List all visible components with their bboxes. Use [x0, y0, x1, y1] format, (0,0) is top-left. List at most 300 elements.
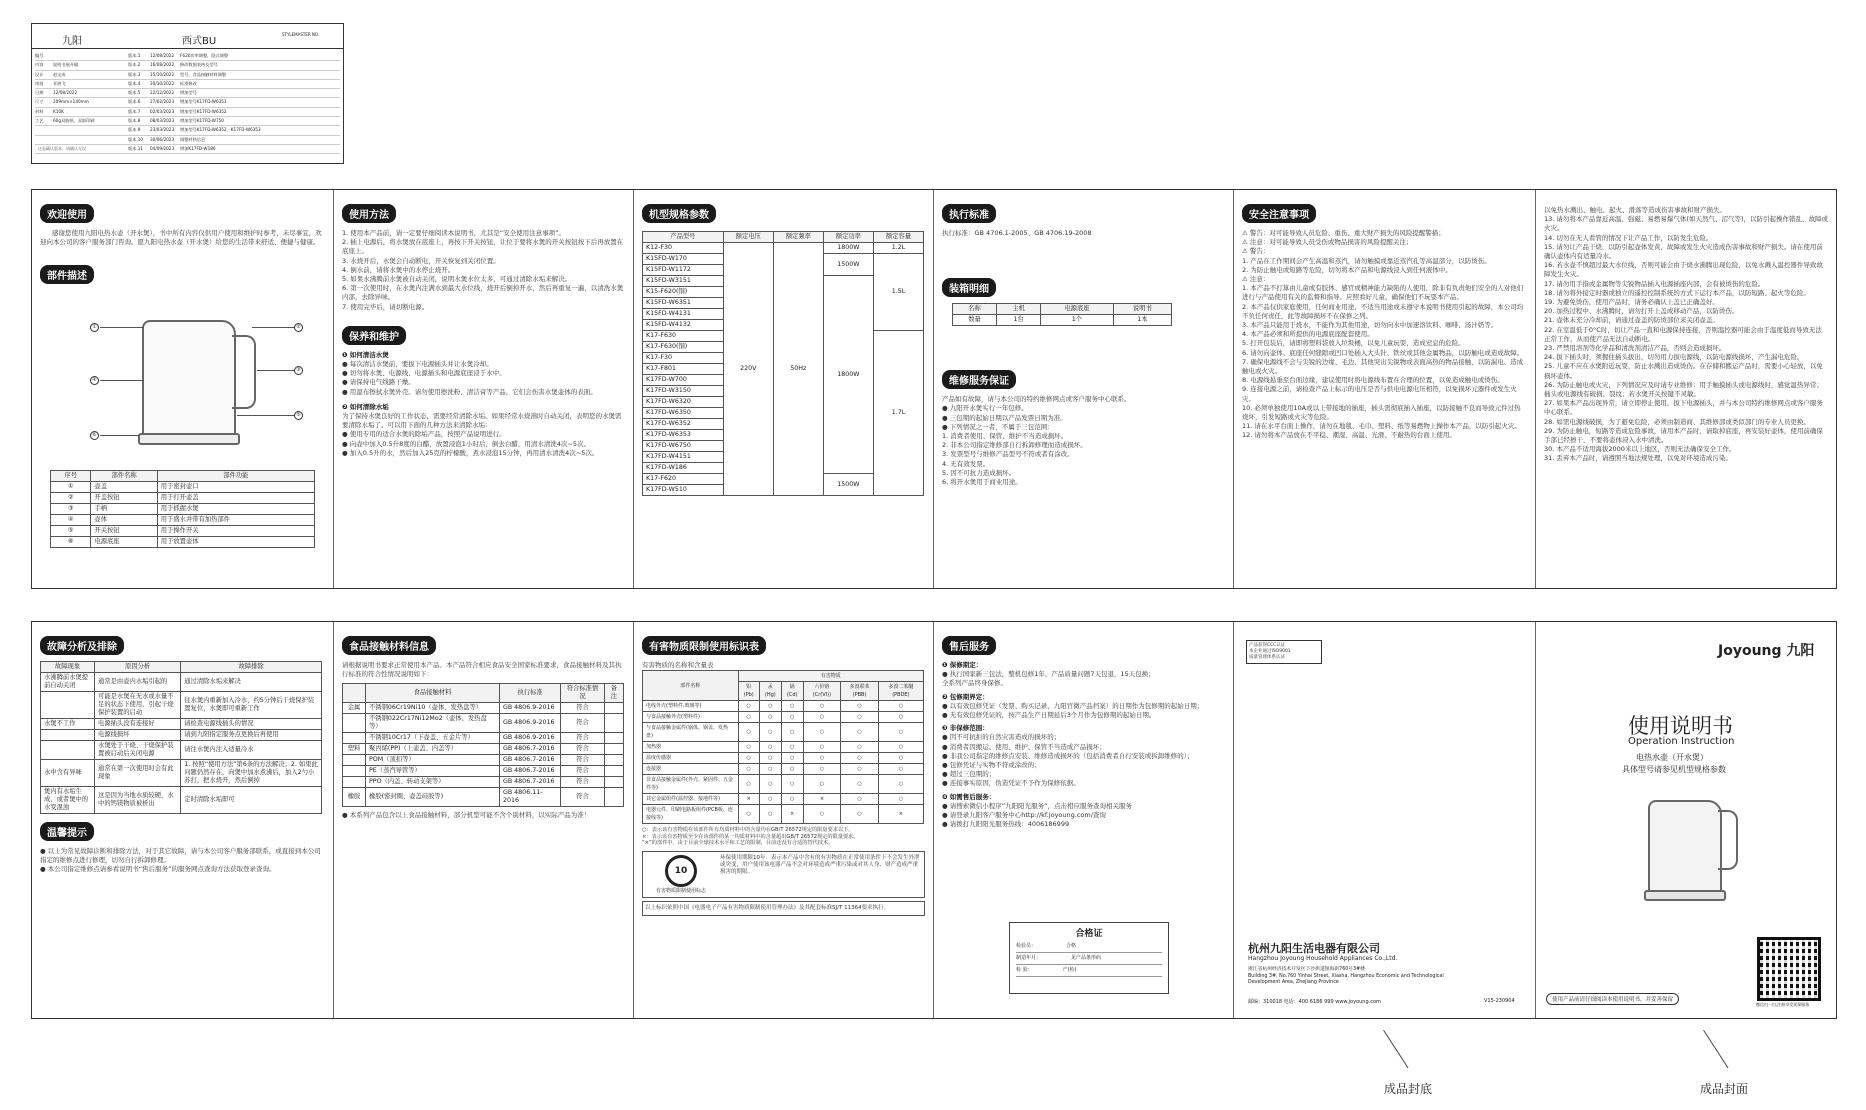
- revision-cell: 版本.2: [128, 62, 141, 68]
- descale-item: ● 加入0.5升的水，然后加入25克的柠檬酸，煮水浸泡15分钟，再用清水清洗4次~5次。: [342, 448, 599, 457]
- parts-cell: 开关按钮: [91, 526, 157, 537]
- after-item: ● 请拨打九阳阳光服务热线：4006186999: [942, 820, 1070, 829]
- hazard-mark: ○: [781, 723, 803, 742]
- spec-model: K17FD-W186: [643, 463, 724, 474]
- revision-cell: [35, 136, 53, 144]
- trouble-cell: 水中含有异味: [41, 760, 95, 787]
- welcome-text: 感谢您使用九阳电热水壶（开水煲），书中所有内容仅供用户使用和维护时参考，未尽事宜，欢迎向本公司的客户服务部门咨询。愿九阳电热水壶（开水煲）给您的生活带来舒适、便捷与健康。: [40, 229, 322, 247]
- hazard-table: 部件名称 有害物质 铅(Pb) 汞(Hg) 镉(Cd) 六价铬(Cr(VI)) 多溴联苯(PBB) 多溴二苯醚(PBDE) 电线外壳(塑料件,玻璃等) ○ ○ ○ ○ ○ ○ 与食品接触外壳(塑料件) ○ ○ ○ ○ ○ ○ 与食品接触金属件(锅体、锅盖、发热盘) ○ ○ ○ ○ ○ ○ 加热器 ○ ○ ○ ○ ○ ○ 温度传感器 ○ ○ ○ ○ ○ ○ 连接器 ○ ○ ○ ○ ○ ○ 非食品接触金属件(外壳、紧固件、五金件等) ○ ○ ○ ○ ○ ○ 其它金属组件(温控器、接地件等) × ○ ○ × ○ ○ 电器元件、印刷电路板组件(PCB板、连接线等) ○ ○ × ○ ○ ×: [642, 670, 924, 824]
- hazard-mark: ○: [759, 701, 781, 712]
- warning-item: ⚠ 警告：对可能导致人员危险、重伤、重大财产损失的风险提醒警描；: [1242, 229, 1445, 237]
- parts-cell: 壶盖: [91, 482, 157, 493]
- after-item: 全系列产品终身保修。: [942, 679, 1007, 688]
- service-item: 6. 将开水煲用于商业用途。: [942, 478, 1022, 487]
- spec-model: K17FD-W6352: [643, 419, 724, 430]
- sheet-specs: [634, 190, 934, 588]
- revision-cell: 版本.6: [128, 99, 141, 105]
- packing-heading: 装箱明细: [942, 278, 996, 297]
- revision-cell: 增加型号K17FD-W6352、K17FD-W6353: [180, 127, 261, 133]
- revision-cell: 12/08/2022: [150, 53, 175, 58]
- trouble-cell: 可能是水煲在无水或水量不足的状态下使用，引起干烧保护装置的启动: [95, 692, 181, 719]
- tips-list: [40, 847, 325, 875]
- hazard-row: [643, 775, 924, 794]
- safety-item: 24. 拔下插头时，须握住插头拔出，切勿用力拔电源线，以防电源线损坏，产生漏电危险。: [1544, 353, 1804, 362]
- hazard-notes: [642, 827, 925, 847]
- contact-subheading: ❹ 如需售后服务：: [942, 792, 996, 801]
- bottom-spread: [31, 621, 1837, 1019]
- revision-row: [35, 89, 340, 98]
- trouble-table: 故障现象 原因分析 故障排除 水沸腾前水煲提前自动关闭 通常是由壶内水垢引起的 通过清除水垢来解决 可能是水煲在无水或水量不足的状态下使用，引起干烧保护装置的启动 往水煲内重新加入冷水，约5分钟后干烧保护装置复位，水煲即可重新工作 水煲不工作 电源插头没有连接好 请检查电源线插头的情况 电源线损坏 请到九阳指定服务点更换后再使用 水煲处于干烧、干烧保护装置被启动后关闭电源 请往水煲内注入适量冷水 水中含有异味 通常在第一次使用时会有此现象 1. 按照“使用方法”第6条的方法解决；2. 如果此问题仍然存在，向煲中加水煮沸后，加入2勺小苏打，把水烧开，然后倒掉 煲内有水垢生成，或者煲中的水变混浊 这是因为当地水质较硬，水中的钙镁物质被析出 定时清除水垢即可: [40, 661, 322, 814]
- usage-heading: 使用方法: [342, 204, 396, 223]
- service-item: 4. 无有效发票。: [942, 459, 990, 468]
- service-item: 3. 发票型号与维修产品型号不符或者有涂改。: [942, 450, 1074, 459]
- safety-item: 6. 请勿向壶体、底座任何缝隙或凹口处插入大头针、铁丝或其他金属物品，以防触电或造成故障。: [1242, 348, 1524, 357]
- revision-cell: 增加K17FD-W186: [180, 145, 216, 151]
- safety-item: 10. 必须单独使用10A或以上带接地的插座，插头需彻底插入插座，以防接触不良而导致元件过热烧坏，引发短路或火灾等危险。: [1242, 403, 1521, 422]
- after-item: ● 无有效包修凭证的，按产品生产日期延后3个月作为包修期的起始日期。: [942, 711, 1156, 720]
- certificate-value: 产(检): [1062, 967, 1077, 973]
- clean-list: [342, 360, 625, 397]
- revision-cell: 增加型号: [180, 90, 197, 96]
- front-cover-pointer: [1703, 1030, 1728, 1068]
- callout-5: ⑤: [294, 411, 303, 420]
- revision-cell: 增加型号K17FD-W6352: [180, 108, 227, 114]
- revision-row: [35, 136, 340, 145]
- revision-cell: 30/06/2023: [150, 136, 175, 142]
- parts-cell: ⑤: [51, 526, 91, 537]
- company-name-en: Hangzhou Joyoung Household Appliances Co.,Ltd.: [1248, 955, 1398, 962]
- food-cell: PE（蒸汽导管等）: [366, 766, 500, 777]
- food-row: [343, 733, 624, 744]
- parts-cell: 用于盛水并带有加热部件: [157, 515, 314, 526]
- after-item: ● 非我公司指定的维修点安装、维修造成损坏的（包括消费者自行安装或拆卸维修的）；: [942, 751, 1194, 760]
- food-cell: 符合: [561, 755, 604, 766]
- kettle-body-shape: [142, 320, 236, 439]
- tip-item: ● 以上为常见故障诊断和排除方法，对于其它故障，请与本公司客户服务部联系，或直接到本公司指定的维修点进行修理，切勿自行拆卸修理。: [40, 847, 321, 865]
- revision-cell: 调整材料信息: [180, 136, 206, 142]
- epup-text: 环保使用期限10年：表示本产品中含有的有害物质在正常使用条件下不会发生外泄或突变，用户使用该电器产品不会对环境造成严重污染或对其人身、财产造成严重损害的期限。: [720, 854, 920, 875]
- sheet-welcome: [32, 190, 334, 588]
- revision-cell: 标准修改: [180, 80, 197, 86]
- card-brand: 九阳: [62, 36, 82, 47]
- revision-cell: 16/08/2022: [150, 62, 175, 68]
- parts-cell: 用于操作开关: [157, 526, 314, 537]
- safety-item: 9. 连接电源之前，请检查产品上标示的电压是否与供电电源电压相符，以免损坏元器件或发生火灾。: [1242, 385, 1517, 403]
- parts-cell: 用于密封壶口: [157, 482, 314, 493]
- trouble-row: [41, 719, 322, 730]
- service-item: 5. 因不可抗力造成损坏。: [942, 468, 1016, 477]
- specs-heading: 机型规格参数: [642, 204, 716, 223]
- certificate-label: 检验员：: [1016, 943, 1037, 949]
- food-cell: GB 4806.7-2016: [499, 755, 560, 766]
- packing-table: 名称 主机 电源底座 说明书 数量 1台 1个 1本: [952, 303, 1172, 326]
- hazard-footer: 以上标识依照中国《电器电子产品有害物质限制使用管理办法》及其配套标准SJ/T 11364要求执行。: [642, 901, 925, 916]
- revision-cell: 27/02/2023: [150, 99, 175, 105]
- parts-cell: ④: [51, 515, 91, 526]
- safety-item: 5. 打开包装后，请即将塑料袋放入垃圾桶，以免儿童玩耍，造成窒息的危险。: [1242, 339, 1465, 348]
- revision-card: [31, 23, 344, 164]
- hazard-mark: ○: [781, 775, 803, 794]
- cover-kettle-handle: [1718, 810, 1738, 870]
- safety-item: 8. 电源线悬垂至台面边缘，建议使用时将电源线布置在合理的位置，以免造成触电或烫伤。: [1242, 376, 1504, 385]
- food-cell: 塑料: [343, 744, 366, 755]
- clean-item: ● 每次清洁水煲前，要拔下电源插头并让水煲冷却。: [342, 360, 493, 369]
- certificate-rows: [1010, 939, 1168, 979]
- company-contact: 邮编：310018 电话：400 6186 999 www.joyoung.com: [1248, 999, 1381, 1005]
- usage-step: 5. 如果水沸腾前水煲被自动关闭，说明水煲水位太多，可通过清除水垢来解决。: [342, 275, 572, 284]
- certificate-value: 合格: [1066, 943, 1077, 949]
- warning-item: ⚠ 警告：: [1242, 247, 1270, 256]
- clean-item: ● 请保持电气线路干燥。: [342, 378, 415, 387]
- revision-cell: 材料: [35, 108, 44, 114]
- revision-cell: 增加型号K17FD-W750: [180, 118, 224, 124]
- safety-item: ⚠ 注意：: [1242, 275, 1270, 284]
- revision-cell: 12/08/2022: [53, 90, 78, 96]
- hazard-row: [643, 794, 924, 805]
- hazard-part: 与食品接触外壳(塑料件): [643, 712, 739, 723]
- hazard-mark: ○: [759, 764, 781, 775]
- spec-voltage: 220V: [723, 243, 773, 496]
- parts-row: [51, 504, 315, 515]
- hazard-mark: ○: [759, 723, 781, 742]
- revision-cell: 60g双胶纸，双面印刷: [53, 118, 95, 124]
- safety-item: 29. 为防止触电，短路等造成危险事故，请用本产品时，请取掉底座，再安装好壶体，使用前确保手部已经擦干，不要将壶体浸入水中清洗。: [1544, 426, 1823, 445]
- hazard-subtitle: 有害物质的名称和含量表: [642, 661, 714, 669]
- after-item: ● 请登录九阳客户服务中心http://kf.joyoung.com/查询: [942, 811, 1106, 820]
- period-subheading: ❷ 包修期界定：: [942, 692, 989, 701]
- hazard-mark: ○: [878, 764, 923, 775]
- food-remark: [604, 766, 623, 777]
- hazard-mark: ×: [878, 805, 923, 824]
- revision-cell: 版本.9: [128, 127, 141, 133]
- standard-heading: 执行标准: [942, 204, 996, 223]
- food-cell: PPO（内盖、转动支架等）: [366, 777, 500, 788]
- revision-cell: 04/09/2023: [150, 145, 175, 151]
- hazard-part: 电线外壳(塑料件,玻璃等): [643, 701, 739, 712]
- hazard-header: 六价铬(Cr(VI)): [803, 682, 841, 701]
- food-row: [343, 766, 624, 777]
- trouble-row: [41, 787, 322, 814]
- hazard-header: 铅(Pb): [738, 682, 759, 701]
- hazard-mark: ○: [841, 723, 878, 742]
- hazard-mark: ○: [738, 742, 759, 753]
- revision-cell: 20/10/2022: [150, 80, 175, 86]
- spec-capacity: 1.5L: [873, 254, 923, 331]
- hazard-mark: ○: [841, 753, 878, 764]
- descale-item: 为了保持水煲良好的工作状态，需要经常清除水垢。如果经常水烧沸时自动关闭，表明您的水煲需要清除水垢了。可以用下面的几种方法来清除水垢：: [342, 412, 622, 430]
- food-note: ● 本系列产品包含以上食品接触材料，部分机型可能不含个别材料，以实际产品为准！: [342, 811, 591, 820]
- descale-subheading: ❷ 如何清除水垢: [342, 402, 389, 411]
- hazard-mark: ○: [841, 712, 878, 723]
- revision-row: [35, 61, 340, 70]
- food-cell: GB 4806.9-2016: [499, 714, 560, 733]
- hazard-note: ○：表示该有害物质在该部件所有均质材料中的含量均在GB/T 26572规定的限量要求以下。: [642, 827, 854, 834]
- hazard-mark: ○: [841, 794, 878, 805]
- safety-item: 14. 切勿在无人看管的情况下让产品工作，以防发生危险。: [1544, 233, 1713, 242]
- revision-cell: 说明书展开稿: [53, 62, 79, 68]
- hazard-part: 电器元件、印刷电路板组件(PCB板、连接线等): [643, 805, 739, 824]
- parts-cell: ⑥: [51, 537, 91, 548]
- revision-row: [35, 71, 340, 80]
- hazard-mark: ○: [738, 764, 759, 775]
- spec-power: 1500W: [823, 474, 873, 496]
- hazard-row: [643, 723, 924, 742]
- hazard-header: 镉(Cd): [781, 682, 803, 701]
- spec-power: 1500W: [823, 254, 873, 276]
- revision-cell: 日期: [35, 90, 44, 96]
- hazard-mark: ○: [803, 742, 841, 753]
- hazard-mark: ○: [803, 723, 841, 742]
- back-cover-pointer: [1383, 1030, 1408, 1068]
- safety-item: 7. 确保电源线不会与尖锐的边缘、毛边、其他突出尖锐物或表面高热的物品接触，以防漏电、造成触电或火灾。: [1242, 357, 1524, 376]
- parts-cell: 用于抓握水煲: [157, 504, 314, 515]
- food-remark: [604, 714, 623, 733]
- trouble-cell: [41, 692, 95, 719]
- revision-cell: 尺寸: [35, 99, 44, 105]
- exclusions-subheading: ❸ 非保修范围：: [942, 724, 989, 733]
- trouble-cell: 电源插头没有连接好: [95, 719, 181, 730]
- revision-cell: 型号、食品接触材料调整: [180, 71, 227, 77]
- safety-item: 27. 如果本产品出现异常，请立即停止使用，拔下电源插头，并与本公司特约维修网点或客户服务中心联系。: [1544, 399, 1823, 417]
- hazard-row: [643, 805, 924, 824]
- callout-2: ②: [294, 323, 303, 332]
- certificate-box: [1009, 922, 1169, 994]
- hazard-mark: ○: [803, 775, 841, 794]
- food-heading: 食品接触材料信息: [342, 636, 436, 655]
- hazard-mark: ○: [738, 712, 759, 723]
- safety-item: 18. 请勿将外接定时器或独立的遥控控制系统的方式下运行本产品，以防短路、起火等危险。: [1544, 288, 1810, 297]
- hazard-mark: ○: [738, 701, 759, 712]
- food-cell: [343, 733, 366, 744]
- sheet-hazardous-substances: [634, 622, 934, 1018]
- after-item: ● 因不可抗拒的自然灾害造成的损坏的；: [942, 733, 1061, 742]
- hazard-mark: ○: [738, 775, 759, 794]
- food-cell: GB 4806.11-2016: [499, 788, 560, 807]
- hazard-part: 非食品接触金属件(外壳、紧固件、五金件等): [643, 775, 739, 794]
- food-remark: [604, 788, 623, 807]
- descale-item: ● 向壶中加入0.5升8度的白醋，放置浸泡1小时后，倒去白醋，用清水清洗4次~5次。: [342, 439, 591, 448]
- company-address-en: Building 3#, No.760 Yinhai Street, Xiasha, Hangzhou Economic and Technological Development Area, Zhejiang Province: [1248, 974, 1444, 985]
- service-heading: 维修服务保证: [942, 370, 1016, 389]
- hazard-mark: ○: [803, 764, 841, 775]
- revision-row: [35, 117, 340, 126]
- spec-power: 1800W: [823, 276, 873, 474]
- revision-cell: K10K: [53, 108, 64, 114]
- usage-step: 3. 水烧开后，水煲会自动断电，开关恢复到关闭位置。: [342, 256, 500, 265]
- certificate-label: 制造年月：: [1016, 955, 1042, 961]
- tip-item: ● 本公司指定维修点请参看说明书“售后服务”的服务网点查询方法获取登录查询。: [40, 865, 276, 874]
- usage-step: 6. 第一次使用时，在水煲内注满水到最大水位线，烧开后倒掉开水，然后再重复一遍，以清洗水煲内部，去除异味。: [342, 284, 624, 302]
- safety-continued-list: [1544, 206, 1828, 464]
- hazard-mark: ○: [738, 805, 759, 824]
- hazard-mark: ○: [781, 794, 803, 805]
- spec-model: K15FD-W4132: [643, 320, 724, 331]
- trouble-cell: 水煲不工作: [41, 719, 95, 730]
- revision-cell: 修改数据表格及型号: [180, 62, 218, 68]
- food-cell: 橡胶: [343, 788, 366, 807]
- usage-step: 2. 插上电源后，将水煲放在底座上，再按下开关按钮，让位于要将水煲的开关按钮按下后再放置在底座上。: [342, 238, 624, 256]
- welcome-heading: 欢迎使用: [40, 204, 94, 223]
- food-cell: 符合: [561, 703, 604, 714]
- descale-list: [342, 412, 625, 458]
- parts-table: 序号 部件名称 部件功能 ① 壶盖 用于密封壶口 ② 开盖按钮 用于打开壶盖 ③ 手柄 用于抓握水煲 ④ 壶体 用于盛水并带有加热部件 ⑤ 开关按钮 用于操作开关 ⑥ 电源底座 用于放置壶体: [50, 470, 315, 548]
- after-item: ● 消费者因搬运、使用、维护、保管不当造成产品损坏；: [942, 742, 1106, 751]
- hazard-header: 汞(Hg): [759, 682, 781, 701]
- hazard-mark: ○: [759, 775, 781, 794]
- hazard-mark: ○: [803, 712, 841, 723]
- spec-model: K17FD-W6353: [643, 430, 724, 441]
- sheet-front-cover: [1536, 622, 1836, 1018]
- cover-notice: 使用产品前请仔细阅读本使用说明书，并妥善保留: [1546, 993, 1679, 1005]
- food-cell: GB 4806.7-2016: [499, 744, 560, 755]
- revision-rows: [35, 52, 340, 154]
- food-cell: 聚丙烯(PP)（上壶盖、内盖等）: [366, 744, 500, 755]
- safety-item: 以免热水溅出、触电、起火、滑落等造成伤害事故和财产损失。: [1544, 206, 1726, 214]
- warranty-list: [942, 670, 1225, 688]
- spec-model: K15FD-W3151: [643, 276, 724, 287]
- card-style-no: STYLEMASTER NO.: [282, 32, 320, 37]
- hazard-mark: ×: [738, 794, 759, 805]
- hazard-heading: 有害物质限制使用标识表: [642, 636, 766, 655]
- usage-step: 1. 使用本产品前，请一定要仔细阅读本说明书，尤其是“安全使用注意事项”。: [342, 229, 566, 237]
- hazard-header: 多溴二苯醚(PBDE): [878, 682, 923, 701]
- spec-capacity: 1.7L: [873, 331, 923, 496]
- kettle-handle-shape: [232, 335, 256, 409]
- revision-cell: 版本.7: [128, 108, 141, 114]
- revision-cell: 版本.11: [128, 145, 144, 151]
- food-cell: 符合: [561, 714, 604, 733]
- hazard-part: 与食品接触金属件(锅体、锅盖、发热盘): [643, 723, 739, 742]
- parts-cell: 手柄: [91, 504, 157, 515]
- spec-model: K17-F630(铜): [643, 342, 724, 353]
- revision-cell: 工艺: [35, 118, 44, 124]
- food-row: [343, 714, 624, 733]
- hazard-mark: ○: [878, 723, 923, 742]
- revision-cell: 15/10/2022: [150, 71, 175, 77]
- food-table: 食品接触材料 执行标准 符合标准情况 备注 金属 不锈钢06Cr19Ni10（壶体、发热盘等） GB 4806.9-2016 符合 不锈钢022Cr17Ni12Mo2（壶体、发热盘等） GB 4806.9-2016 符合 不锈钢10Cr17（下壶盖、五金片等） GB 4806.9-2016 符合 塑料 聚丙烯(PP)（上壶盖、内盖等） GB 4806.7-2016 符合 POM（顶扣等） GB 4806.7-2016 符合 PE（蒸汽导管等） GB 4806.7-2016 符合 PPO（内盖、转动支架等） GB 4806.7-2016 符合 橡胶 橡胶(密封圈、壶盖硅胶等) GB 4806.11-2016 符合: [342, 683, 624, 807]
- parts-row: [51, 493, 315, 504]
- sheet-back-cover: [1234, 622, 1536, 1018]
- hazard-mark: ○: [803, 753, 841, 764]
- food-cell: 不锈钢10Cr17（下壶盖、五金片等）: [366, 733, 500, 744]
- card-note: 这是确认版本，请确认无误: [38, 146, 86, 151]
- safety-item: 17. 请勿用手指或金属物等尖锐物品插入电源插座内部，会有被烫伤的危险。: [1544, 279, 1765, 288]
- safety-list: [1242, 257, 1527, 441]
- hazard-mark: ○: [878, 794, 923, 805]
- sheet-safety-continued: [1536, 190, 1836, 588]
- safety-item: 1. 产品在工作期间会产生高温和蒸汽，请勿触摸或靠近蒸汽孔等高温部分，以防烫伤。: [1242, 256, 1491, 265]
- revision-row: [35, 126, 340, 135]
- revision-cell: 亚鸽飞: [53, 80, 66, 86]
- after-heading: 售后服务: [942, 636, 996, 655]
- safety-item: 12. 请勿将本产品放在不平稳、潮湿、高温、光滑、不耐热的台面上使用。: [1242, 431, 1456, 440]
- safety-item: 13. 请勿将本产品靠近高温、强磁、易燃易爆气体(如天然气、沼气等)，以防引起操作错乱、故障或火灾。: [1544, 215, 1828, 233]
- brand-logo: Joyoung 九阳: [1718, 643, 1815, 659]
- hazard-mark: ○: [738, 753, 759, 764]
- sheet-standards: [934, 190, 1234, 588]
- hazard-row: [643, 764, 924, 775]
- food-row: [343, 744, 624, 755]
- trouble-cell: 请到九阳指定服务点更换后再使用: [181, 730, 322, 741]
- food-remark: [604, 755, 623, 766]
- revision-cell: 02/03/2023: [150, 108, 175, 114]
- safety-item: 3. 本产品只能用于烧水，不能作为其他用途，切勿向水中加速溶饮料、咖啡、汤汁奶等。: [1242, 321, 1498, 330]
- hazard-part: 加热器: [643, 742, 739, 753]
- hazard-mark: ○: [878, 742, 923, 753]
- hazard-mark: ○: [803, 701, 841, 712]
- descale-item: ● 使用专用的适合水煲的除垢产品，按照产品说明进行。: [342, 430, 506, 439]
- trouble-cell: 往水煲内重新加入冷水，约5分钟后干烧保护装置复位，水煲即可重新工作: [181, 692, 322, 719]
- food-row: [343, 777, 624, 788]
- revision-cell: 版本.1: [128, 53, 141, 58]
- food-cell: 金属: [343, 703, 366, 714]
- revision-cell: F620功率调整，隐式调整: [180, 53, 229, 58]
- parts-row: [51, 537, 315, 548]
- hazard-mark: ○: [781, 701, 803, 712]
- food-cell: 橡胶(密封圈、壶盖硅胶等): [366, 788, 500, 807]
- service-item: ● 九阳开水煲实行一年包修。: [942, 404, 1028, 413]
- spec-model: K17FD-W3150: [643, 386, 724, 397]
- food-cell: [343, 777, 366, 788]
- cover-product: 电热水壶（开水煲）: [1636, 753, 1708, 762]
- parts-cell: 壶体: [91, 515, 157, 526]
- food-remark: [604, 777, 623, 788]
- service-list: [942, 395, 1225, 487]
- usage-step: 7. 使用完毕后，请切断电源。: [342, 302, 429, 311]
- spec-model: K15FD-W6351: [643, 298, 724, 309]
- standard-text: 执行标准：GB 4706.1-2005、GB 4706.19-2008: [942, 229, 1092, 237]
- hazard-mark: ○: [759, 712, 781, 723]
- period-list: [942, 702, 1225, 720]
- parts-cell: 用于放置壶体: [157, 537, 314, 548]
- callout-6: ⑥: [90, 431, 99, 440]
- usage-list: [342, 229, 625, 312]
- food-cell: GB 4806.7-2016: [499, 777, 560, 788]
- hazard-note: “×”的部件中，由于目前全球技术水平和工艺的限制，目前还没有合适的替代技术。: [642, 840, 834, 847]
- spec-model: K17-F801: [643, 364, 724, 375]
- hazard-mark: ○: [759, 794, 781, 805]
- trouble-cell: 这是因为当地水质较硬，水中的钙镁物质被析出: [95, 787, 181, 814]
- trouble-cell: 1. 按照“使用方法”第6条的方法解决；2. 如果此问题仍然存在，向煲中加水煮沸后，加入2勺小苏打，把水烧开，然后倒掉: [181, 760, 322, 787]
- food-remark: [604, 733, 623, 744]
- card-style: 西式BU: [182, 36, 217, 47]
- hazard-row: [643, 701, 924, 712]
- trouble-row: [41, 741, 322, 760]
- safety-item: 26. 为防止触电或火灾，下列情况应及时请专业维修：用手触摸插头或电源线时，感觉温热异常；插头或电源线有破损、裂纹；若水煲开关按键不灵敏。: [1544, 380, 1823, 399]
- after-item: ● 包修凭证与实物不符或涂改的；: [942, 761, 1041, 770]
- parts-row: [51, 482, 315, 493]
- revision-cell: [53, 52, 128, 60]
- service-item: ● 三包期的起始日期以产品发票日期为准。: [942, 413, 1067, 422]
- trouble-cell: 定时清除水垢即可: [181, 787, 322, 814]
- safety-item: 22. 在室温低于0°C时，切让产品一直和电源保持连接，否则温控器可能会由于温度低而导致无法正常工作，从而使产品无法自动断电。: [1544, 325, 1822, 343]
- exclusions-list: [942, 733, 1225, 788]
- safety-item: 25. 儿童不应在水煲附近玩耍，防止水溅出造成烫伤。在存储和搬运产品时，需要小心轻放，以免损坏壶体。: [1544, 362, 1823, 380]
- revision-cell: [35, 126, 53, 134]
- hazard-mark: ○: [878, 701, 923, 712]
- trouble-cell: 水煲处于干烧、干烧保护装置被启动后关闭电源: [95, 741, 181, 760]
- hazard-mark: ○: [803, 805, 841, 824]
- hazard-mark: ○: [759, 742, 781, 753]
- revision-cell: 版本.3: [128, 71, 141, 77]
- hazard-row: [643, 712, 924, 723]
- food-cell: GB 4806.7-2016: [499, 766, 560, 777]
- spec-row: [643, 243, 924, 254]
- hazard-row: [643, 742, 924, 753]
- safety-heading: 安全注意事项: [1242, 204, 1316, 223]
- warning-list: [1242, 229, 1527, 257]
- revision-row: [35, 108, 340, 117]
